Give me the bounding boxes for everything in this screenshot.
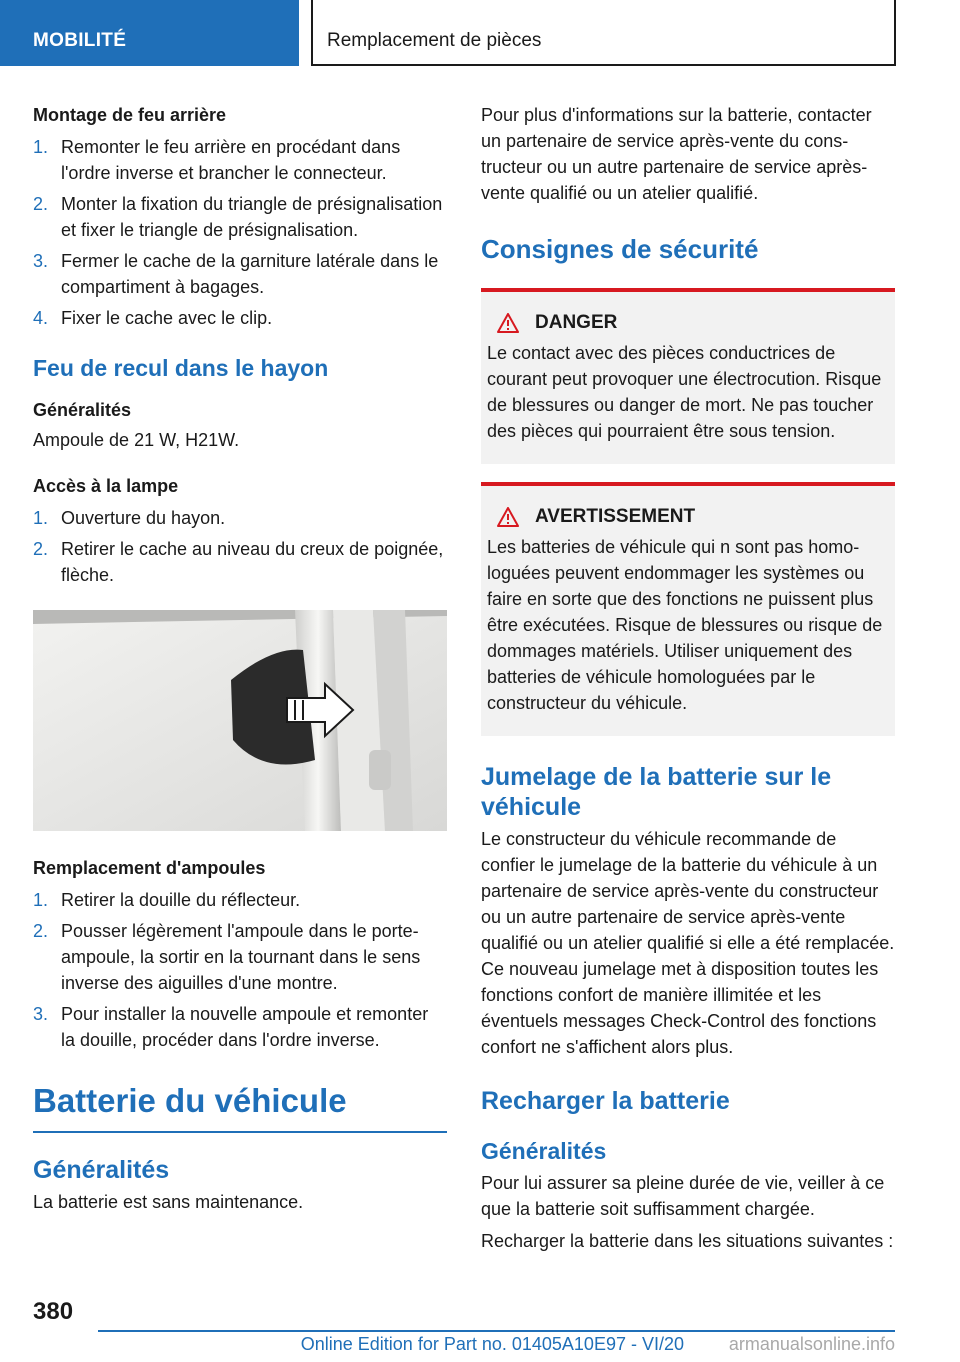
- step-number: 3.: [33, 251, 49, 271]
- step-text: Retirer le cache au niveau du creux de poignée, flèche.: [61, 539, 444, 585]
- list-item: [33, 305, 447, 331]
- jumelage-heading: Jumelage de la batterie sur le véhicule: [481, 763, 832, 821]
- avertissement-box: [481, 482, 895, 736]
- montage-title: Montage de feu arrière: [33, 105, 227, 125]
- list-item: [33, 134, 447, 186]
- step-number: 2.: [33, 539, 49, 559]
- step-number: 1.: [33, 890, 49, 910]
- right-column: [481, 100, 895, 1254]
- chapter-tab: Remplacement de pièces: [311, 0, 896, 66]
- page-header: [0, 0, 960, 66]
- danger-box: [481, 288, 895, 464]
- consignes-heading: Consignes de sécurité: [481, 234, 759, 264]
- tailgate-cover-illustration: [33, 610, 447, 831]
- step-text: Remonter le feu arrière en procédant dans l'ordre inverse et brancher le connecteur.: [61, 137, 401, 183]
- step-number: 1.: [33, 508, 49, 528]
- recharger-text-1: Pour lui assurer sa pleine durée de vie, veiller à ce que la batterie soit suffisamment chargée.: [481, 1173, 885, 1219]
- recharger-generalites-heading: Généralités: [481, 1138, 607, 1164]
- footer-rule: [98, 1330, 895, 1332]
- montage-steps: [33, 134, 447, 331]
- step-number: 2.: [33, 921, 49, 941]
- step-number: 2.: [33, 194, 49, 214]
- remplacement-steps: [33, 887, 447, 1053]
- avertissement-text: Les batteries de véhicule qui n sont pas homologuées peuvent endommager les systèmes ou faire en sorte que des fonctions ne puissent plus être exécutées. Risque de blessures ou risque de dommages matériels. Utiliser uniquement des batteries de véhicule homologuées par le constructeur du véhicule.: [487, 537, 883, 713]
- tailgate-cover-figure: [33, 610, 447, 831]
- step-text: Pour installer la nouvelle ampoule et remonter la douille, procéder dans l'ordre inverse.: [61, 1004, 429, 1050]
- danger-text: Le contact avec des pièces conductrices de courant peut provoquer une électrocution. Risque de blessures ou danger de mort. Ne pas toucher des pièces qui pourraient être sous tension.: [487, 343, 882, 441]
- step-text: Pousser légèrement l'ampoule dans le porte-ampoule, la sortir en la tournant dans le sens inverse des aiguilles d'une montre.: [61, 921, 421, 993]
- warning-triangle-icon: [497, 507, 519, 527]
- generalites-text: Ampoule de 21 W, H21W.: [33, 430, 240, 450]
- recharger-heading: Recharger la batterie: [481, 1087, 730, 1115]
- list-item: [33, 191, 447, 243]
- jumelage-text: Le constructeur du véhicule recommande de confier le jumelage de la batterie du véhicule à un partenaire de service après-vente du constructeur ou un autre partenaire de service après-vente qualifié ou un atelier qualifié si elle a été remplacée. Ce nouveau jumelage met à disposition toutes les fonctions confort de manière illimitée et les éventuels messages Check-Control des fonctions confort ne s'affichent alors plus.: [481, 829, 895, 1057]
- step-number: 3.: [33, 1004, 49, 1024]
- step-text: Fermer le cache de la garniture latérale dans le compartiment à bagages.: [61, 251, 439, 297]
- step-text: Ouverture du hayon.: [61, 508, 226, 528]
- list-item: [33, 248, 447, 300]
- generalites-subtitle: Généralités: [33, 400, 132, 420]
- section-tab: MOBILITÉ: [0, 0, 299, 66]
- watermark-text: armanualsonline.info: [728, 1334, 895, 1354]
- step-text: Fixer le cache avec le clip.: [61, 308, 273, 328]
- page-footer: [0, 1290, 960, 1362]
- intro-text: Pour plus d'informations sur la batterie, contacter un partenaire de service après-vente du constructeur ou un autre partenaire de service après-vente qualifié ou un atelier qualifié.: [481, 105, 872, 203]
- step-text: Retirer la douille du réflecteur.: [61, 890, 301, 910]
- danger-title: [487, 310, 889, 336]
- list-item: [33, 887, 447, 913]
- list-item: [33, 536, 447, 588]
- recul-heading: Feu de recul dans le hayon: [33, 355, 329, 381]
- danger-label: DANGER: [535, 312, 618, 333]
- page-number: 380: [33, 1298, 74, 1325]
- avertissement-title: [487, 504, 889, 530]
- warning-triangle-icon: [497, 313, 519, 333]
- list-item: [33, 1001, 447, 1053]
- edition-text: Online Edition for Part no. 01405A10E97 - VI/20: [300, 1334, 684, 1354]
- step-text: Monter la fixation du triangle de présignalisation et fixer le triangle de présignalisation.: [61, 194, 443, 240]
- batterie-heading: Batterie du véhicule: [33, 1081, 447, 1133]
- list-item: [33, 505, 447, 531]
- list-item: [33, 918, 447, 996]
- recharger-text-2: Recharger la batterie dans les situations suivantes :: [481, 1231, 894, 1251]
- acces-steps: [33, 505, 447, 588]
- step-number: 1.: [33, 137, 49, 157]
- left-column: [33, 100, 447, 1215]
- acces-title: Accès à la lampe: [33, 476, 179, 496]
- batterie-generalites-text: La batterie est sans maintenance.: [33, 1192, 304, 1212]
- batterie-generalites-heading: Généralités: [33, 1156, 170, 1184]
- avertissement-label: AVERTISSEMENT: [535, 506, 696, 527]
- step-number: 4.: [33, 308, 49, 328]
- remplacement-title: Remplacement d'ampoules: [33, 858, 266, 878]
